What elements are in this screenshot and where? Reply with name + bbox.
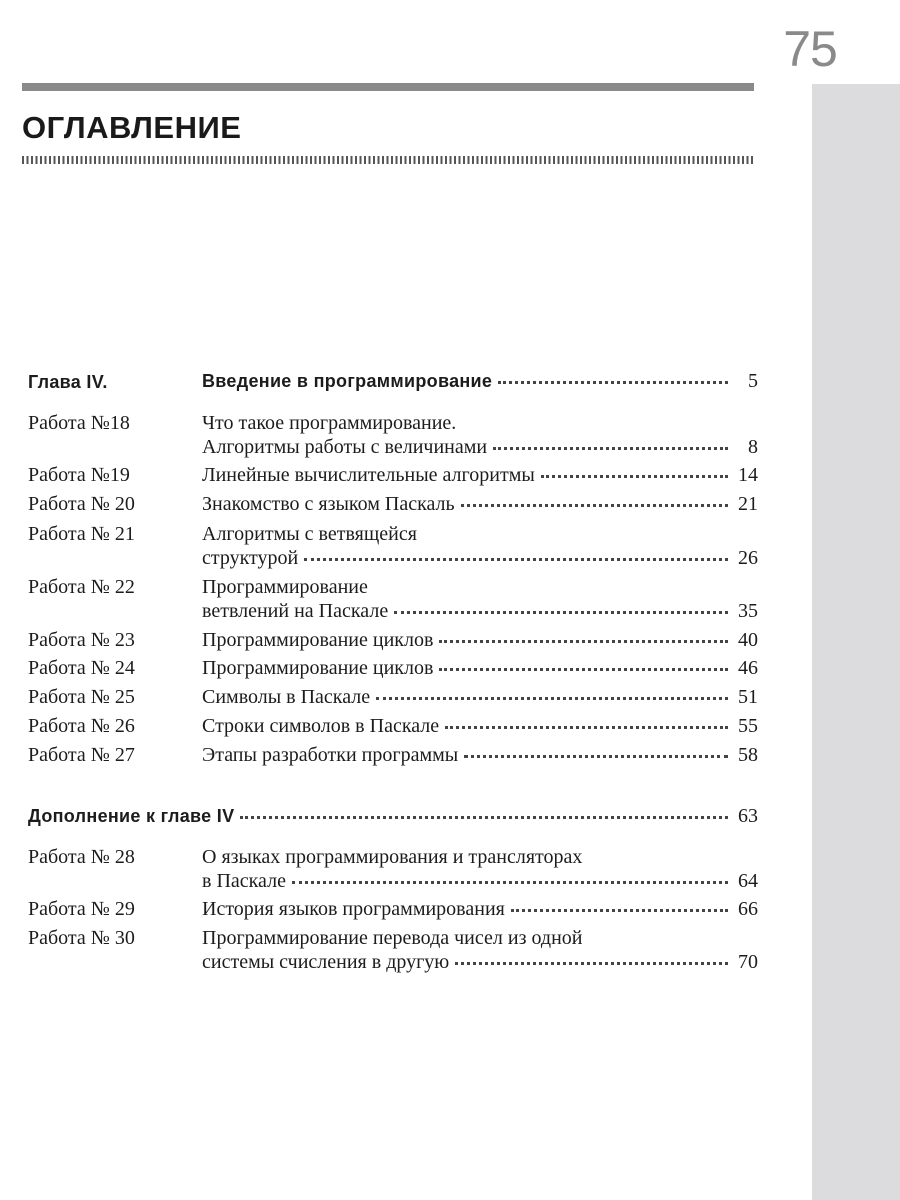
work-label: Работа № 20 xyxy=(28,493,135,515)
entry-title-part: О языках программирования и трансляторах xyxy=(202,846,583,868)
work-label: Работа № 23 xyxy=(28,629,135,651)
entry-title-part: ветвлений на Паскале xyxy=(202,600,389,622)
entry-title-line xyxy=(202,629,758,658)
supplement-title: Дополнение к главе IV xyxy=(28,806,235,826)
side-margin-strip xyxy=(812,84,900,1200)
dot-leader xyxy=(461,492,728,507)
page-ref: 26 xyxy=(738,547,758,569)
work-label: Работа № 21 xyxy=(28,523,135,545)
entry-title-part: в Паскале xyxy=(202,870,286,892)
supplement-line xyxy=(28,805,758,834)
dot-leader xyxy=(541,463,728,478)
page-ref: 55 xyxy=(738,715,758,737)
dot-leader xyxy=(464,743,728,758)
entry-title-part: Символы в Паскале xyxy=(202,686,371,708)
work-label: Работа № 28 xyxy=(28,846,135,868)
chapter-line xyxy=(202,370,758,399)
dot-leader xyxy=(439,656,728,671)
work-label: Работа №18 xyxy=(28,412,130,434)
entry-title-line xyxy=(202,657,758,686)
entry-title-part: Что такое программирование. xyxy=(202,412,457,434)
dot-leader xyxy=(493,435,728,450)
dot-leader xyxy=(511,897,728,912)
page-ref: 8 xyxy=(748,436,758,458)
page-ref: 64 xyxy=(738,870,758,892)
entry-title-part: Алгоритмы работы с величинами xyxy=(202,436,488,458)
entry-title-line-2 xyxy=(202,870,758,899)
dot-leader xyxy=(304,546,728,561)
entry-title-part: Линейные вычислительные алгоритмы xyxy=(202,464,535,486)
page-ref: 14 xyxy=(738,464,758,486)
entry-title-line xyxy=(202,744,758,773)
work-label: Работа № 29 xyxy=(28,898,135,920)
entry-title-line xyxy=(202,898,758,927)
page-ref: 58 xyxy=(738,744,758,766)
page-title: ОГЛАВЛЕНИЕ xyxy=(22,110,242,145)
chapter-label: Глава IV. xyxy=(28,372,108,392)
work-label: Работа № 30 xyxy=(28,927,135,949)
entry-title-part: системы счисления в другую xyxy=(202,951,450,973)
page-ref: 51 xyxy=(738,686,758,708)
entry-title-part: Программирование перевода чисел из одной xyxy=(202,927,583,949)
work-label: Работа № 24 xyxy=(28,657,135,679)
work-label: Работа № 27 xyxy=(28,744,135,766)
dot-leader xyxy=(498,369,728,384)
work-label: Работа № 22 xyxy=(28,576,135,598)
dot-leader xyxy=(240,804,728,819)
page-ref: 63 xyxy=(738,805,758,827)
hatched-divider xyxy=(22,156,754,164)
entry-title-line xyxy=(202,493,758,522)
page-ref: 70 xyxy=(738,951,758,973)
entry-title-line-2 xyxy=(202,600,758,629)
dot-leader xyxy=(455,950,728,965)
entry-title-part: История языков программирования xyxy=(202,898,505,920)
top-rule xyxy=(22,83,754,91)
dot-leader xyxy=(445,714,728,729)
work-label: Работа №19 xyxy=(28,464,130,486)
chapter-title: Введение в программирование xyxy=(202,371,493,391)
entry-title-part: Программирование циклов xyxy=(202,629,434,651)
entry-title-part: Строки символов в Паскале xyxy=(202,715,440,737)
entry-title-line-2 xyxy=(202,951,758,980)
page-ref: 21 xyxy=(738,493,758,515)
entry-title-part: Программирование циклов xyxy=(202,657,434,679)
entry-title-line xyxy=(202,715,758,744)
entry-title-part: Программирование xyxy=(202,576,368,598)
dot-leader xyxy=(394,599,728,614)
page-ref: 40 xyxy=(738,629,758,651)
page-ref: 35 xyxy=(738,600,758,622)
entry-title-line xyxy=(202,686,758,715)
entry-title-line-2 xyxy=(202,547,758,576)
entry-title-line-2 xyxy=(202,436,758,465)
page-ref: 46 xyxy=(738,657,758,679)
work-label: Работа № 26 xyxy=(28,715,135,737)
page-ref: 5 xyxy=(748,370,758,392)
entry-title-part: структурой xyxy=(202,547,299,569)
entry-title-line xyxy=(202,464,758,493)
dot-leader xyxy=(376,685,728,700)
entry-title-part: Знакомство с языком Паскаль xyxy=(202,493,455,515)
dot-leader xyxy=(439,628,728,643)
page-number: 75 xyxy=(783,21,837,77)
entry-title-part: Этапы разработки программы xyxy=(202,744,459,766)
page-ref: 66 xyxy=(738,898,758,920)
work-label: Работа № 25 xyxy=(28,686,135,708)
dot-leader xyxy=(292,869,728,884)
entry-title-part: Алгоритмы с ветвящейся xyxy=(202,523,417,545)
